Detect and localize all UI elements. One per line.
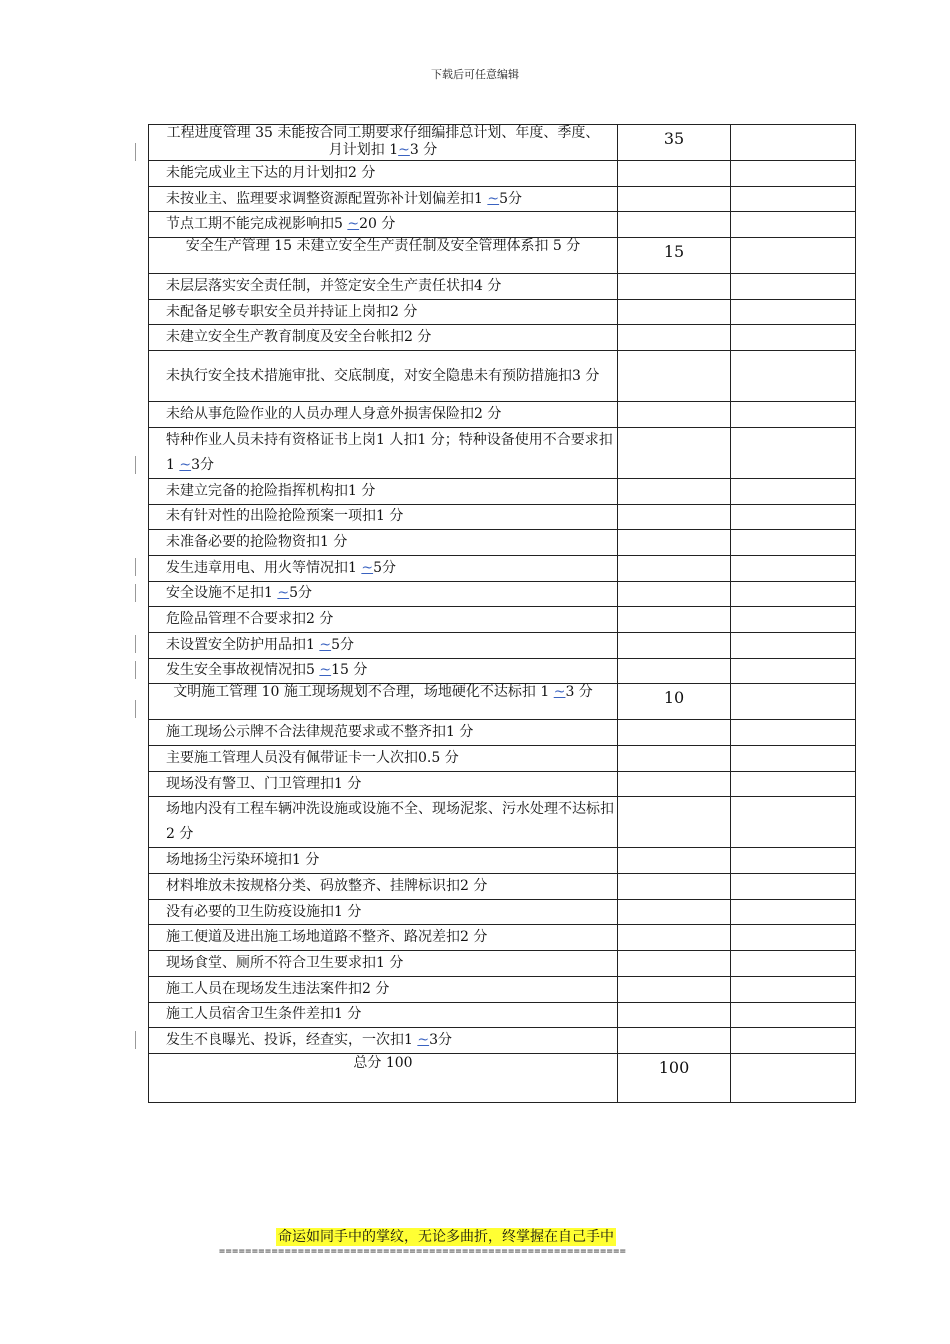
- table-row: [149, 1002, 856, 1028]
- row-item: 施工便道及进出施工场地道路不整齐、路况差扣2 分: [149, 925, 618, 951]
- row-points: [618, 274, 731, 300]
- row-score: [731, 402, 856, 428]
- row-points: [618, 478, 731, 504]
- range-tilde: ~: [319, 662, 332, 679]
- row-score: [731, 746, 856, 772]
- row-points: [618, 720, 731, 746]
- footer-slogan: 命运如同手中的掌纹，无论多曲折，终掌握在自己手中: [278, 1229, 614, 1245]
- row-points: [618, 976, 731, 1002]
- row-points: 15: [618, 238, 731, 274]
- row-score: [731, 899, 856, 925]
- row-item: 没有必要的卫生防疫设施扣1 分: [149, 899, 618, 925]
- margin-mark: [135, 558, 136, 576]
- row-item: 安全生产管理 15 未建立安全生产责任制及安全管理体系扣 5 分: [149, 238, 618, 274]
- row-score: [731, 951, 856, 977]
- row-score: [731, 504, 856, 530]
- table-row: [149, 1028, 856, 1054]
- row-points: 35: [618, 125, 731, 161]
- row-score: [731, 874, 856, 900]
- row-item: 未建立完备的抢险指挥机构扣1 分: [149, 478, 618, 504]
- total-row: [149, 1053, 856, 1102]
- row-score: [731, 555, 856, 581]
- header-note: 下载后可任意编辑: [431, 68, 519, 81]
- row-score: [731, 274, 856, 300]
- table-row: [149, 976, 856, 1002]
- table-row: [149, 125, 856, 161]
- table-row: [149, 299, 856, 325]
- table-row: [149, 478, 856, 504]
- table-row: [149, 555, 856, 581]
- row-points: [618, 299, 731, 325]
- range-tilde: ~: [319, 636, 332, 653]
- row-points: 10: [618, 684, 731, 720]
- range-tilde: ~: [277, 585, 290, 602]
- row-score: [731, 925, 856, 951]
- row-score: [731, 238, 856, 274]
- row-item: 未能完成业主下达的月计划扣2 分: [149, 161, 618, 187]
- margin-mark: [135, 700, 136, 718]
- total-score: [731, 1053, 856, 1102]
- row-points: [618, 212, 731, 238]
- row-item: 发生违章用电、用火等情况扣1 ~5分: [149, 555, 618, 581]
- table-row: [149, 581, 856, 607]
- row-item: 施工人员宿舍卫生条件差扣1 分: [149, 1002, 618, 1028]
- row-points: [618, 161, 731, 187]
- table-row: [149, 607, 856, 633]
- row-item: 现场没有警卫、门卫管理扣1 分: [149, 771, 618, 797]
- row-points: [618, 530, 731, 556]
- table-row: [149, 874, 856, 900]
- row-score: [731, 299, 856, 325]
- row-points: [618, 1028, 731, 1054]
- table-row: [149, 951, 856, 977]
- row-item: 危险品管理不合要求扣2 分: [149, 607, 618, 633]
- row-item: 施工现场公示牌不合法律规范要求或不整齐扣1 分: [149, 720, 618, 746]
- row-points: [618, 658, 731, 684]
- row-score: [731, 325, 856, 351]
- row-points: [618, 771, 731, 797]
- margin-mark: [135, 635, 136, 653]
- row-points: [618, 925, 731, 951]
- row-item: 文明施工管理 10 施工现场规划不合理，场地硬化不达标扣 1 ~3 分: [149, 684, 618, 720]
- row-item: 安全设施不足扣1 ~5分: [149, 581, 618, 607]
- row-item: 未设置安全防护用品扣1 ~5分: [149, 632, 618, 658]
- row-points: [618, 504, 731, 530]
- score-table: [148, 124, 856, 1103]
- table-row: [149, 274, 856, 300]
- row-points: [618, 402, 731, 428]
- table-row: [149, 771, 856, 797]
- range-tilde: ~: [361, 559, 374, 576]
- row-item: 发生安全事故视情况扣5 ~15 分: [149, 658, 618, 684]
- row-item: 未层层落实安全责任制，并签定安全生产责任状扣4 分: [149, 274, 618, 300]
- row-points: [618, 899, 731, 925]
- margin-mark: [135, 584, 136, 602]
- row-score: [731, 212, 856, 238]
- row-score: [731, 632, 856, 658]
- row-points: [618, 581, 731, 607]
- row-points: [618, 848, 731, 874]
- row-score: [731, 530, 856, 556]
- row-score: [731, 161, 856, 187]
- row-score: [731, 427, 856, 478]
- margin-mark: [135, 143, 136, 161]
- row-score: [731, 976, 856, 1002]
- row-points: [618, 1002, 731, 1028]
- range-tilde: ~: [417, 1032, 430, 1049]
- row-points: [618, 607, 731, 633]
- row-score: [731, 797, 856, 848]
- table-row: [149, 212, 856, 238]
- table-row: [149, 797, 856, 848]
- row-points: [618, 186, 731, 212]
- table-row: [149, 684, 856, 720]
- row-score: [731, 581, 856, 607]
- row-score: [731, 607, 856, 633]
- row-item: 未准备必要的抢险物资扣1 分: [149, 530, 618, 556]
- row-points: [618, 632, 731, 658]
- row-item: 施工人员在现场发生违法案件扣2 分: [149, 976, 618, 1002]
- row-item: 主要施工管理人员没有佩带证卡一人次扣0.5 分: [149, 746, 618, 772]
- row-score: [731, 684, 856, 720]
- margin-mark: [135, 661, 136, 679]
- row-score: [731, 658, 856, 684]
- footer-rule: ==============================================================: [219, 1246, 627, 1257]
- row-points: [618, 427, 731, 478]
- row-score: [731, 720, 856, 746]
- table-row: [149, 658, 856, 684]
- range-tilde: ~: [347, 216, 360, 233]
- row-score: [731, 186, 856, 212]
- row-score: [731, 771, 856, 797]
- range-tilde: ~: [553, 684, 566, 701]
- row-item: 未有针对性的出险抢险预案一项扣1 分: [149, 504, 618, 530]
- row-item: 未给从事危险作业的人员办理人身意外损害保险扣2 分: [149, 402, 618, 428]
- table-row: [149, 351, 856, 402]
- table-row: [149, 848, 856, 874]
- row-item: 工程进度管理 35 未能按合同工期要求仔细编排总计划、年度、季度、月计划扣 1~3 分: [149, 125, 618, 161]
- table-row: [149, 504, 856, 530]
- row-points: [618, 746, 731, 772]
- table-row: [149, 746, 856, 772]
- row-points: [618, 797, 731, 848]
- row-score: [731, 125, 856, 161]
- range-tilde: ~: [487, 190, 500, 207]
- margin-mark: [135, 1031, 136, 1049]
- table-row: [149, 161, 856, 187]
- table-row: [149, 186, 856, 212]
- row-item: 场地扬尘污染环境扣1 分: [149, 848, 618, 874]
- row-item: 场地内没有工程车辆冲洗设施或设施不全、现场泥浆、污水处理不达标扣2 分: [149, 797, 618, 848]
- row-item: 特种作业人员未持有资格证书上岗1 人扣1 分；特种设备使用不合要求扣1 ~3分: [149, 427, 618, 478]
- row-item: 未配备足够专职安全员并持证上岗扣2 分: [149, 299, 618, 325]
- margin-mark: [135, 456, 136, 474]
- row-points: [618, 951, 731, 977]
- row-score: [731, 351, 856, 402]
- row-item: 发生不良曝光、投诉，经查实，一次扣1 ~3分: [149, 1028, 618, 1054]
- table-row: [149, 899, 856, 925]
- row-points: [618, 351, 731, 402]
- table-row: [149, 427, 856, 478]
- range-tilde: ~: [179, 456, 192, 473]
- table-row: [149, 720, 856, 746]
- total-points: 100: [618, 1053, 731, 1102]
- row-item: 现场食堂、厕所不符合卫生要求扣1 分: [149, 951, 618, 977]
- table-row: [149, 925, 856, 951]
- total-label: 总分 100: [149, 1053, 618, 1102]
- table-row: [149, 632, 856, 658]
- row-score: [731, 478, 856, 504]
- row-item: 节点工期不能完成视影响扣5 ~20 分: [149, 212, 618, 238]
- row-item: 未执行安全技术措施审批、交底制度，对安全隐患未有预防措施扣3 分: [149, 351, 618, 402]
- row-item: 材料堆放未按规格分类、码放整齐、挂牌标识扣2 分: [149, 874, 618, 900]
- row-score: [731, 1028, 856, 1054]
- row-points: [618, 325, 731, 351]
- table-row: [149, 325, 856, 351]
- table-row: [149, 530, 856, 556]
- range-tilde: ~: [398, 142, 410, 158]
- row-item: 未建立安全生产教育制度及安全台帐扣2 分: [149, 325, 618, 351]
- row-points: [618, 874, 731, 900]
- row-item: 未按业主、监理要求调整资源配置弥补计划偏差扣1 ~5分: [149, 186, 618, 212]
- row-score: [731, 848, 856, 874]
- table-row: [149, 402, 856, 428]
- row-points: [618, 555, 731, 581]
- row-score: [731, 1002, 856, 1028]
- table-row: [149, 238, 856, 274]
